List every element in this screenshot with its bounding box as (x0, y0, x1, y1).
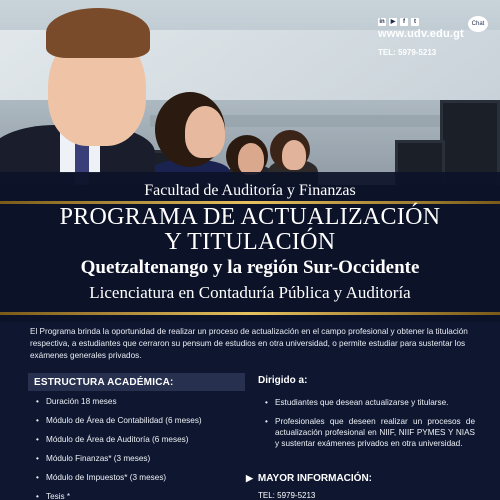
gold-divider-bottom (0, 312, 500, 315)
bullet-icon: • (36, 416, 39, 425)
contact-block (378, 18, 488, 57)
program-title (0, 205, 500, 255)
structure-item: Módulo Finanzas* (3 meses) (46, 454, 151, 463)
chat-icon[interactable]: Chat (468, 16, 488, 32)
bullet-icon: • (36, 454, 39, 463)
more-info-heading (246, 473, 372, 484)
list-item (36, 473, 251, 492)
audience-item: Profesionales que deseen realizar un procesos de actualización profesional en NIIF, NIIF PYMES Y NIAS y sustentar exámenes privados en otra universidad. (275, 417, 475, 448)
structure-item: Módulo de Impuestos* (3 meses) (46, 473, 167, 482)
twitter-icon[interactable]: t (411, 18, 419, 26)
bullet-icon: • (36, 435, 39, 444)
bullet-icon: • (36, 473, 39, 482)
intro-paragraph: El Programa brinda la oportunidad de realizar un proceso de actualización en el campo profesional y obtener la titulación respectiva, a estudiantes que cerraron su pensum de estudios en otra universidad, o permite estudiar para sustentar los exámenes generales privados. (30, 327, 468, 360)
program-title-line-2: Y TITULACIÓN (164, 229, 336, 255)
bullet-icon: • (265, 417, 268, 426)
more-info-label: MAYOR INFORMACIÓN: (257, 473, 372, 484)
structure-item: Módulo de Área de Contabilidad (6 meses) (46, 416, 202, 425)
woman-3-face (282, 140, 306, 170)
bullet-icon: • (36, 492, 39, 500)
website-link[interactable]: www.udv.edu.gt (378, 28, 464, 40)
structure-item: Duración 18 meses (46, 397, 117, 406)
program-title-line-1: PROGRAMA DE ACTUALIZACIÓN (59, 204, 441, 230)
region-subtitle: Quetzaltenango y la región Sur-Occidente (80, 257, 420, 278)
woman-1-face (185, 106, 225, 158)
footer-phone: TEL: 5979-5213 (258, 491, 316, 500)
faculty-name: Facultad de Auditoría y Finanzas (144, 182, 356, 199)
structure-heading: ESTRUCTURA ACADÉMICA: (28, 373, 245, 391)
header-phone: TEL: 5979-5213 (378, 48, 437, 57)
audience-item: Estudiantes que desean actualizarse y titularse. (275, 398, 449, 407)
list-item (36, 397, 251, 416)
play-arrow-icon: ▶ (246, 473, 253, 483)
structure-item: Módulo de Área de Auditoría (6 meses) (46, 435, 189, 444)
structure-list (36, 397, 251, 500)
list-item (265, 416, 475, 449)
structure-item: Tesis * (46, 492, 71, 500)
bullet-icon: • (265, 398, 268, 407)
list-item (36, 435, 251, 454)
list-item (265, 397, 475, 408)
bullet-icon: • (36, 397, 39, 406)
woman-2-face (238, 143, 264, 175)
list-item (36, 454, 251, 473)
youtube-icon[interactable]: ▶ (390, 19, 396, 25)
list-item (36, 416, 251, 435)
audience-list (265, 397, 475, 457)
degree-subtitle: Licenciatura en Contaduría Pública y Auditoría (89, 283, 411, 302)
man-hair (46, 8, 150, 58)
audience-heading: Dirigido a: (258, 375, 308, 386)
facebook-icon[interactable]: f (400, 18, 408, 26)
list-item (36, 492, 251, 500)
instagram-icon[interactable]: in (379, 19, 385, 25)
